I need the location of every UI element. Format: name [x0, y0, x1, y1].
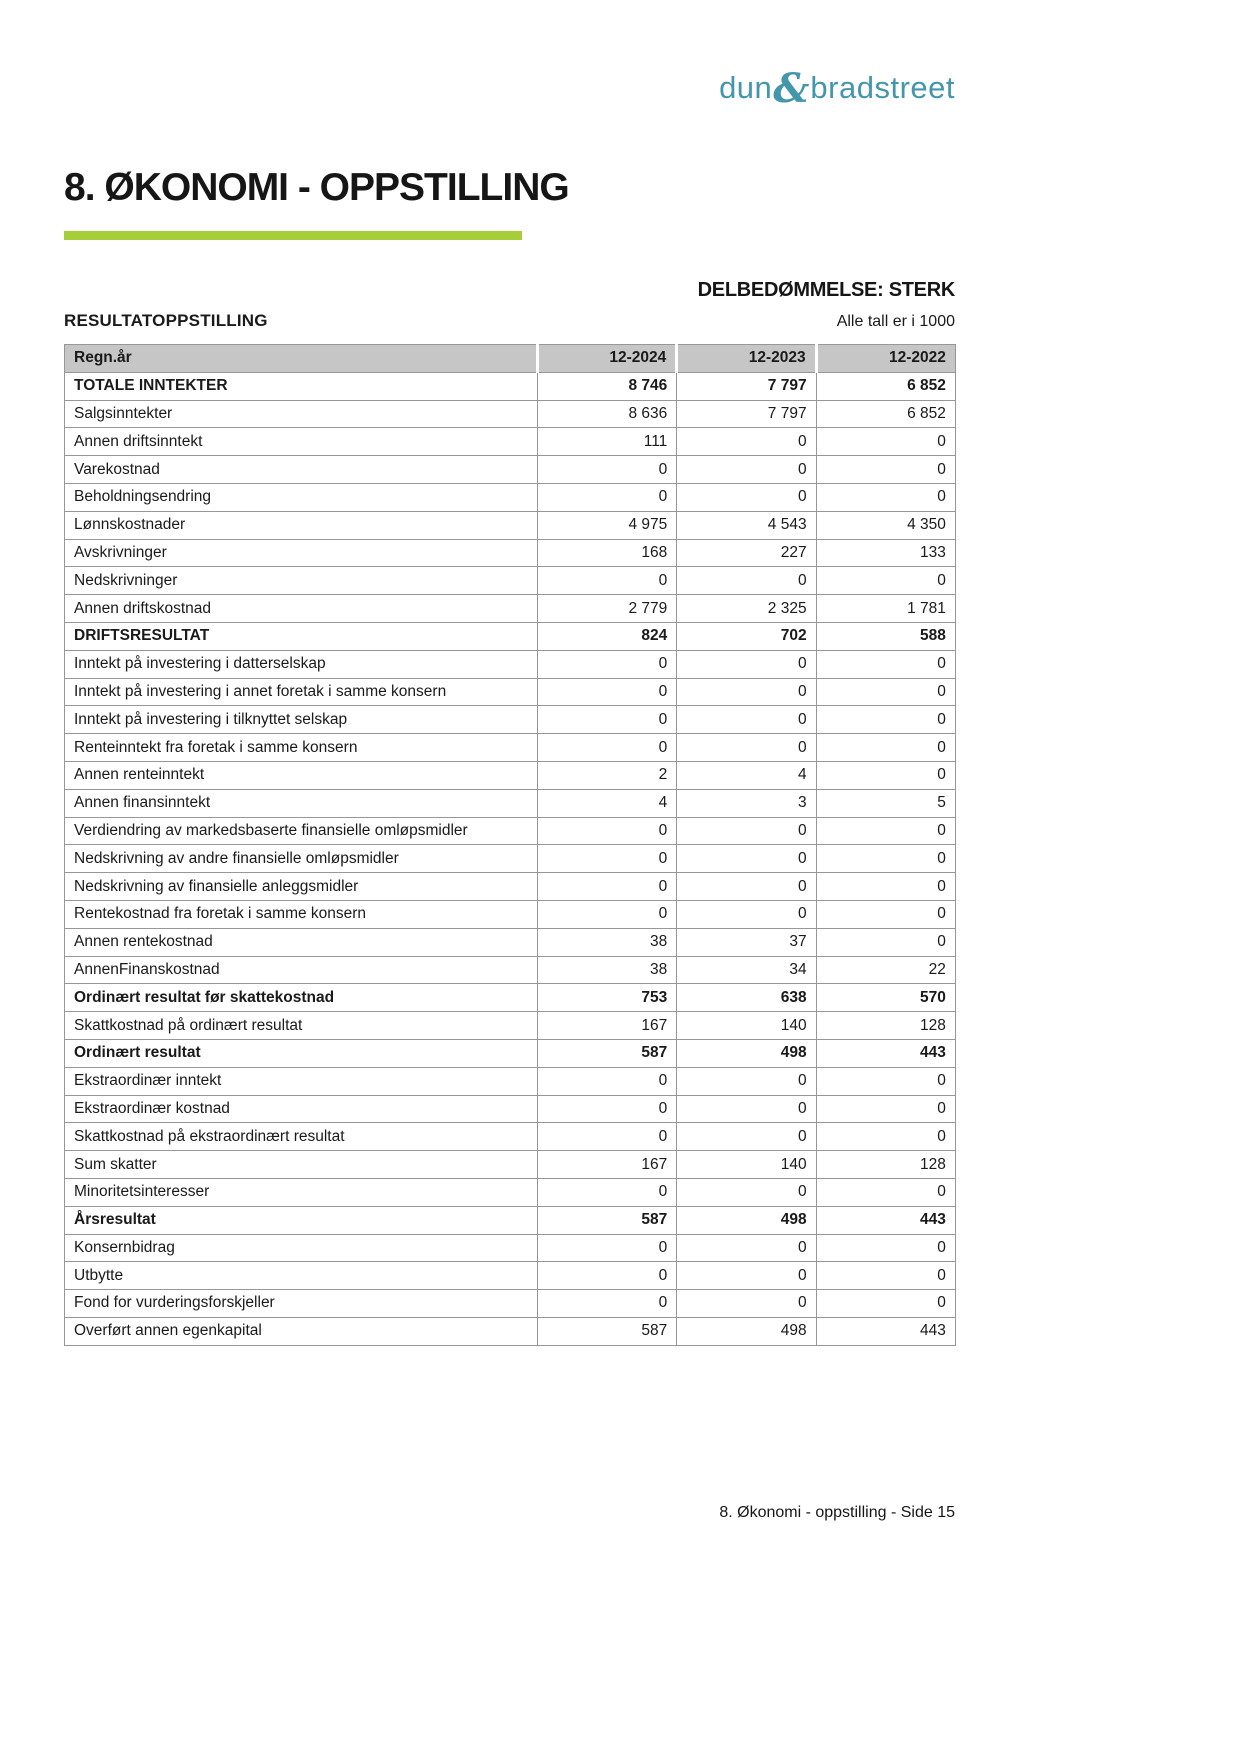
row-value: 4 350: [816, 511, 955, 539]
table-row: [65, 650, 956, 678]
row-value: 0: [538, 650, 677, 678]
row-label: Avskrivninger: [65, 539, 538, 567]
row-value: 6 852: [816, 372, 955, 400]
table-row: [65, 483, 956, 511]
row-value: 0: [538, 1067, 677, 1095]
row-value: 0: [816, 845, 955, 873]
row-value: 2 779: [538, 595, 677, 623]
row-value: 0: [816, 928, 955, 956]
table-row: [65, 1206, 956, 1234]
row-label: DRIFTSRESULTAT: [65, 622, 538, 650]
table-row: [65, 734, 956, 762]
row-value: 4 543: [677, 511, 816, 539]
row-label: TOTALE INNTEKTER: [65, 372, 538, 400]
row-value: 498: [677, 1206, 816, 1234]
row-value: 0: [677, 428, 816, 456]
row-label: Annen finansinntekt: [65, 789, 538, 817]
units-note: Alle tall er i 1000: [836, 313, 955, 330]
table-row: [65, 567, 956, 595]
row-value: 0: [538, 845, 677, 873]
row-value: 0: [816, 456, 955, 484]
row-value: 0: [538, 706, 677, 734]
row-value: 0: [677, 706, 816, 734]
row-value: 167: [538, 1151, 677, 1179]
row-label: Inntekt på investering i datterselskap: [65, 650, 538, 678]
row-value: 0: [816, 817, 955, 845]
table-row: [65, 1151, 956, 1179]
row-value: 4 975: [538, 511, 677, 539]
row-label: Renteinntekt fra foretak i samme konsern: [65, 734, 538, 762]
row-value: 0: [538, 678, 677, 706]
row-value: 0: [677, 1067, 816, 1095]
logo-text-dun: dun: [719, 70, 773, 105]
column-header-12-2024: 12-2024: [538, 345, 677, 373]
row-value: 0: [816, 428, 955, 456]
document-page: [64, 0, 955, 1754]
row-value: 0: [816, 567, 955, 595]
row-value: 0: [538, 873, 677, 901]
row-label: Ekstraordinær kostnad: [65, 1095, 538, 1123]
table-row: [65, 817, 956, 845]
row-label: Salgsinntekter: [65, 400, 538, 428]
row-value: 7 797: [677, 400, 816, 428]
row-value: 0: [538, 483, 677, 511]
row-value: 0: [538, 900, 677, 928]
row-label: Ordinært resultat: [65, 1039, 538, 1067]
row-value: 0: [677, 1262, 816, 1290]
row-label: Overført annen egenkapital: [65, 1317, 538, 1345]
row-label: Rentekostnad fra foretak i samme konsern: [65, 900, 538, 928]
row-value: 498: [677, 1317, 816, 1345]
row-value: 140: [677, 1012, 816, 1040]
table-row: [65, 873, 956, 901]
dun-bradstreet-logo: [719, 65, 955, 112]
row-value: 0: [816, 483, 955, 511]
row-value: 0: [816, 678, 955, 706]
row-value: 443: [816, 1317, 955, 1345]
row-value: 753: [538, 984, 677, 1012]
row-label: Ordinært resultat før skattekostnad: [65, 984, 538, 1012]
table-row: [65, 1317, 956, 1345]
table-row: [65, 1234, 956, 1262]
table-row: [65, 1290, 956, 1318]
table-row: [65, 400, 956, 428]
row-value: 0: [816, 1178, 955, 1206]
page-footer: 8. Økonomi - oppstilling - Side 15: [719, 1504, 955, 1521]
row-value: 443: [816, 1039, 955, 1067]
row-value: 0: [538, 1095, 677, 1123]
row-label: Inntekt på investering i tilknyttet selskap: [65, 706, 538, 734]
row-value: 0: [538, 1262, 677, 1290]
row-value: 0: [677, 817, 816, 845]
row-value: 34: [677, 956, 816, 984]
row-value: 443: [816, 1206, 955, 1234]
row-value: 587: [538, 1206, 677, 1234]
row-value: 0: [816, 1067, 955, 1095]
row-value: 0: [816, 1262, 955, 1290]
logo-text-bradstreet: bradstreet: [810, 70, 955, 105]
row-value: 0: [816, 706, 955, 734]
row-label: AnnenFinanskostnad: [65, 956, 538, 984]
row-value: 128: [816, 1012, 955, 1040]
row-label: Skattkostnad på ekstraordinært resultat: [65, 1123, 538, 1151]
row-value: 8 746: [538, 372, 677, 400]
row-label: Konsernbidrag: [65, 1234, 538, 1262]
table-row: [65, 956, 956, 984]
row-value: 128: [816, 1151, 955, 1179]
row-value: 133: [816, 539, 955, 567]
table-row: [65, 761, 956, 789]
title-underline-bar: [64, 231, 522, 240]
row-value: 0: [816, 761, 955, 789]
row-label: Sum skatter: [65, 1151, 538, 1179]
row-label: Annen driftsinntekt: [65, 428, 538, 456]
table-row: [65, 428, 956, 456]
table-meta-row: [64, 311, 955, 331]
row-value: 38: [538, 928, 677, 956]
table-header-row: [65, 345, 956, 373]
row-label: Inntekt på investering i annet foretak i samme konsern: [65, 678, 538, 706]
row-value: 824: [538, 622, 677, 650]
row-value: 0: [677, 1234, 816, 1262]
row-value: 0: [677, 1178, 816, 1206]
table-row: [65, 789, 956, 817]
row-value: 0: [538, 1290, 677, 1318]
table-row: [65, 1067, 956, 1095]
row-value: 2: [538, 761, 677, 789]
row-value: 0: [816, 1123, 955, 1151]
row-value: 570: [816, 984, 955, 1012]
row-label: Årsresultat: [65, 1206, 538, 1234]
table-row: [65, 622, 956, 650]
row-value: 0: [816, 900, 955, 928]
table-row: [65, 845, 956, 873]
row-value: 7 797: [677, 372, 816, 400]
table-row: [65, 928, 956, 956]
row-value: 638: [677, 984, 816, 1012]
row-value: 587: [538, 1317, 677, 1345]
row-value: 0: [816, 650, 955, 678]
row-label: Nedskrivning av andre finansielle omløpsmidler: [65, 845, 538, 873]
assessment-label: DELBEDØMMELSE: STERK: [697, 279, 955, 301]
row-value: 702: [677, 622, 816, 650]
table-row: [65, 539, 956, 567]
row-value: 168: [538, 539, 677, 567]
row-label: Skattkostnad på ordinært resultat: [65, 1012, 538, 1040]
row-value: 5: [816, 789, 955, 817]
row-value: 0: [816, 1290, 955, 1318]
row-label: Annen renteinntekt: [65, 761, 538, 789]
ampersand-icon: &: [773, 65, 810, 112]
row-value: 0: [538, 734, 677, 762]
table-row: [65, 595, 956, 623]
row-value: 6 852: [816, 400, 955, 428]
row-label: Varekostnad: [65, 456, 538, 484]
row-value: 0: [677, 900, 816, 928]
table-row: [65, 1178, 956, 1206]
row-value: 0: [538, 1178, 677, 1206]
column-header-12-2022: 12-2022: [816, 345, 955, 373]
row-value: 0: [538, 1123, 677, 1151]
row-value: 587: [538, 1039, 677, 1067]
row-label: Annen driftskostnad: [65, 595, 538, 623]
row-label: Utbytte: [65, 1262, 538, 1290]
row-value: 0: [677, 845, 816, 873]
row-label: Annen rentekostnad: [65, 928, 538, 956]
row-label: Verdiendring av markedsbaserte finansielle omløpsmidler: [65, 817, 538, 845]
row-value: 4: [538, 789, 677, 817]
result-table-body: [65, 372, 956, 1345]
row-value: 167: [538, 1012, 677, 1040]
row-value: 2 325: [677, 595, 816, 623]
column-header-12-2023: 12-2023: [677, 345, 816, 373]
row-value: 0: [677, 873, 816, 901]
result-table: [64, 344, 956, 1346]
row-value: 0: [538, 817, 677, 845]
row-value: 0: [677, 1123, 816, 1151]
row-value: 0: [816, 873, 955, 901]
row-label: Lønnskostnader: [65, 511, 538, 539]
row-value: 4: [677, 761, 816, 789]
row-label: Ekstraordinær inntekt: [65, 1067, 538, 1095]
row-value: 0: [677, 483, 816, 511]
row-label: Minoritetsinteresser: [65, 1178, 538, 1206]
row-value: 111: [538, 428, 677, 456]
row-value: 22: [816, 956, 955, 984]
row-value: 0: [677, 456, 816, 484]
row-value: 140: [677, 1151, 816, 1179]
row-label: Nedskrivning av finansielle anleggsmidler: [65, 873, 538, 901]
table-row: [65, 984, 956, 1012]
table-row: [65, 511, 956, 539]
table-row: [65, 1123, 956, 1151]
table-row: [65, 900, 956, 928]
table-row: [65, 1039, 956, 1067]
row-value: 38: [538, 956, 677, 984]
table-row: [65, 678, 956, 706]
row-value: 0: [538, 567, 677, 595]
row-value: 0: [677, 650, 816, 678]
row-value: 37: [677, 928, 816, 956]
row-value: 8 636: [538, 400, 677, 428]
row-value: 0: [677, 1290, 816, 1318]
table-row: [65, 1262, 956, 1290]
row-value: 0: [816, 1234, 955, 1262]
table-row: [65, 706, 956, 734]
row-value: 0: [816, 734, 955, 762]
row-value: 0: [677, 734, 816, 762]
row-label: Fond for vurderingsforskjeller: [65, 1290, 538, 1318]
column-header-regnar: Regn.år: [65, 345, 538, 373]
row-value: 0: [677, 1095, 816, 1123]
table-row: [65, 1095, 956, 1123]
section-label: RESULTATOPPSTILLING: [64, 311, 268, 330]
row-value: 498: [677, 1039, 816, 1067]
row-value: 1 781: [816, 595, 955, 623]
table-row: [65, 372, 956, 400]
row-value: 0: [677, 678, 816, 706]
row-value: 227: [677, 539, 816, 567]
row-value: 0: [677, 567, 816, 595]
page-title: 8. ØKONOMI - OPPSTILLING: [64, 166, 569, 209]
table-row: [65, 1012, 956, 1040]
table-row: [65, 456, 956, 484]
row-value: 0: [538, 1234, 677, 1262]
row-value: 588: [816, 622, 955, 650]
row-value: 0: [538, 456, 677, 484]
row-label: Beholdningsendring: [65, 483, 538, 511]
row-value: 3: [677, 789, 816, 817]
row-label: Nedskrivninger: [65, 567, 538, 595]
row-value: 0: [816, 1095, 955, 1123]
